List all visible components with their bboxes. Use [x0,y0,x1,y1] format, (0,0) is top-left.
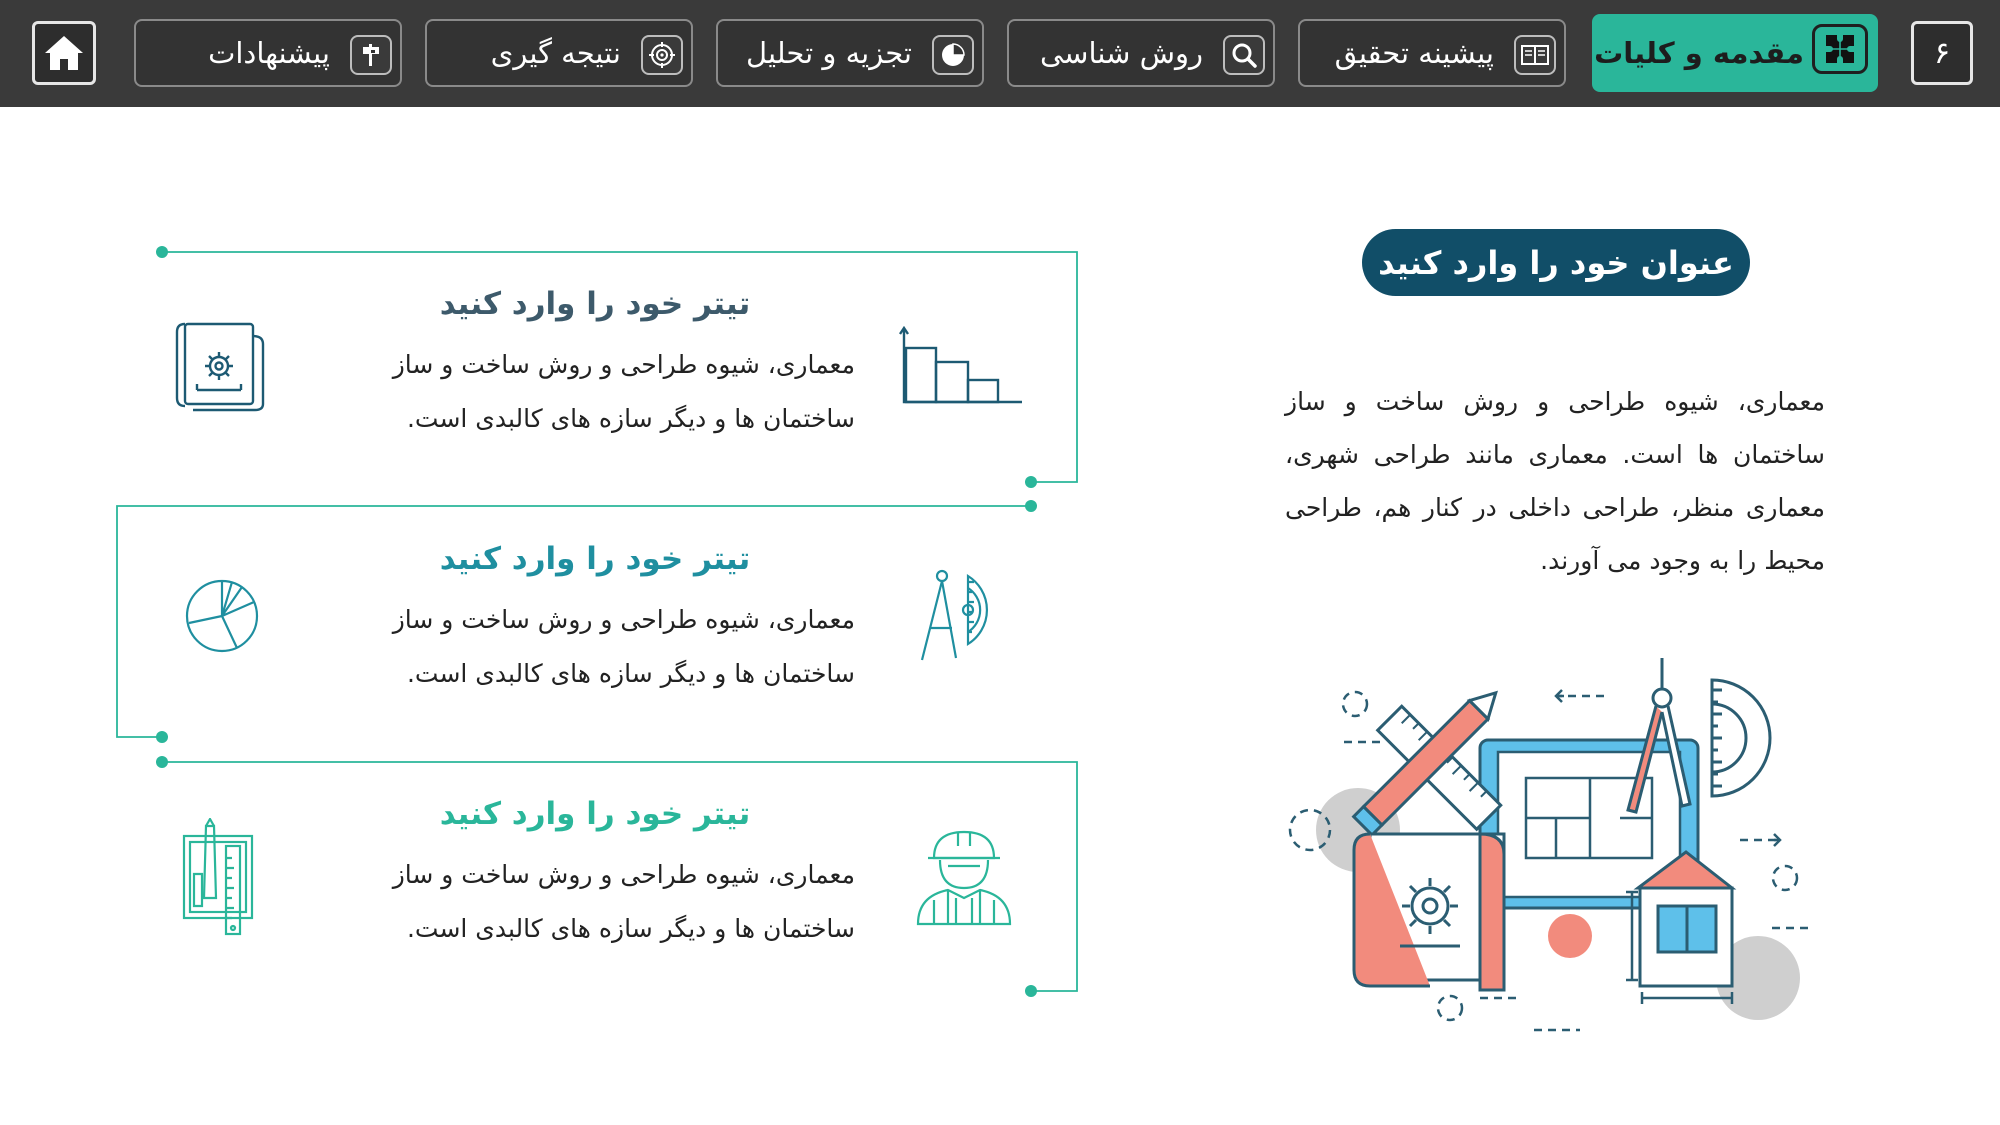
card-title: تیتر خود را وارد کنید [439,286,751,322]
section-title: عنوان خود را وارد کنید [1362,229,1750,296]
engineer-icon [914,828,1014,926]
card-body: معماری، شیوه طراحی و روش ساخت و ساز ساختمان ها و دیگر سازه های کالبدی است. [392,350,855,433]
page-number: ۶ [1911,21,1973,85]
card-body: معماری، شیوه طراحی و روش ساخت و ساز ساختمان ها و دیگر سازه های کالبدی است. [392,860,855,943]
bar-steps-chart-icon [898,326,1026,406]
tab-label: پیشنهادات [208,36,330,70]
drafting-tools-icon [180,818,260,936]
tab-label: روش شناسی [1040,36,1203,70]
compass-protractor-icon [914,566,1014,664]
card-title: تیتر خود را وارد کنید [439,541,751,577]
tab-label: مقدمه و کلیات [1594,36,1804,70]
blueprint-gear-icon [175,318,265,414]
tab-label: تجزیه و تحلیل [746,36,912,70]
intro-paragraph: معماری، شیوه طراحی و روش ساخت و ساز ساختمان ها است. معماری مانند طراحی شهری، معماری منظر، طراحی داخلی در کنار هم، طراحی محیط را به وجود می آورند. [1285,387,1825,575]
tab-label: نتیجه گیری [490,36,621,70]
card-title: تیتر خود را وارد کنید [439,796,751,832]
tab-label: پیشینه تحقیق [1334,36,1494,70]
card-body: معماری، شیوه طراحی و روش ساخت و ساز ساختمان ها و دیگر سازه های کالبدی است. [392,605,855,688]
architecture-tools-illustration [1280,650,1830,1040]
pie-chart-icon [182,576,262,656]
